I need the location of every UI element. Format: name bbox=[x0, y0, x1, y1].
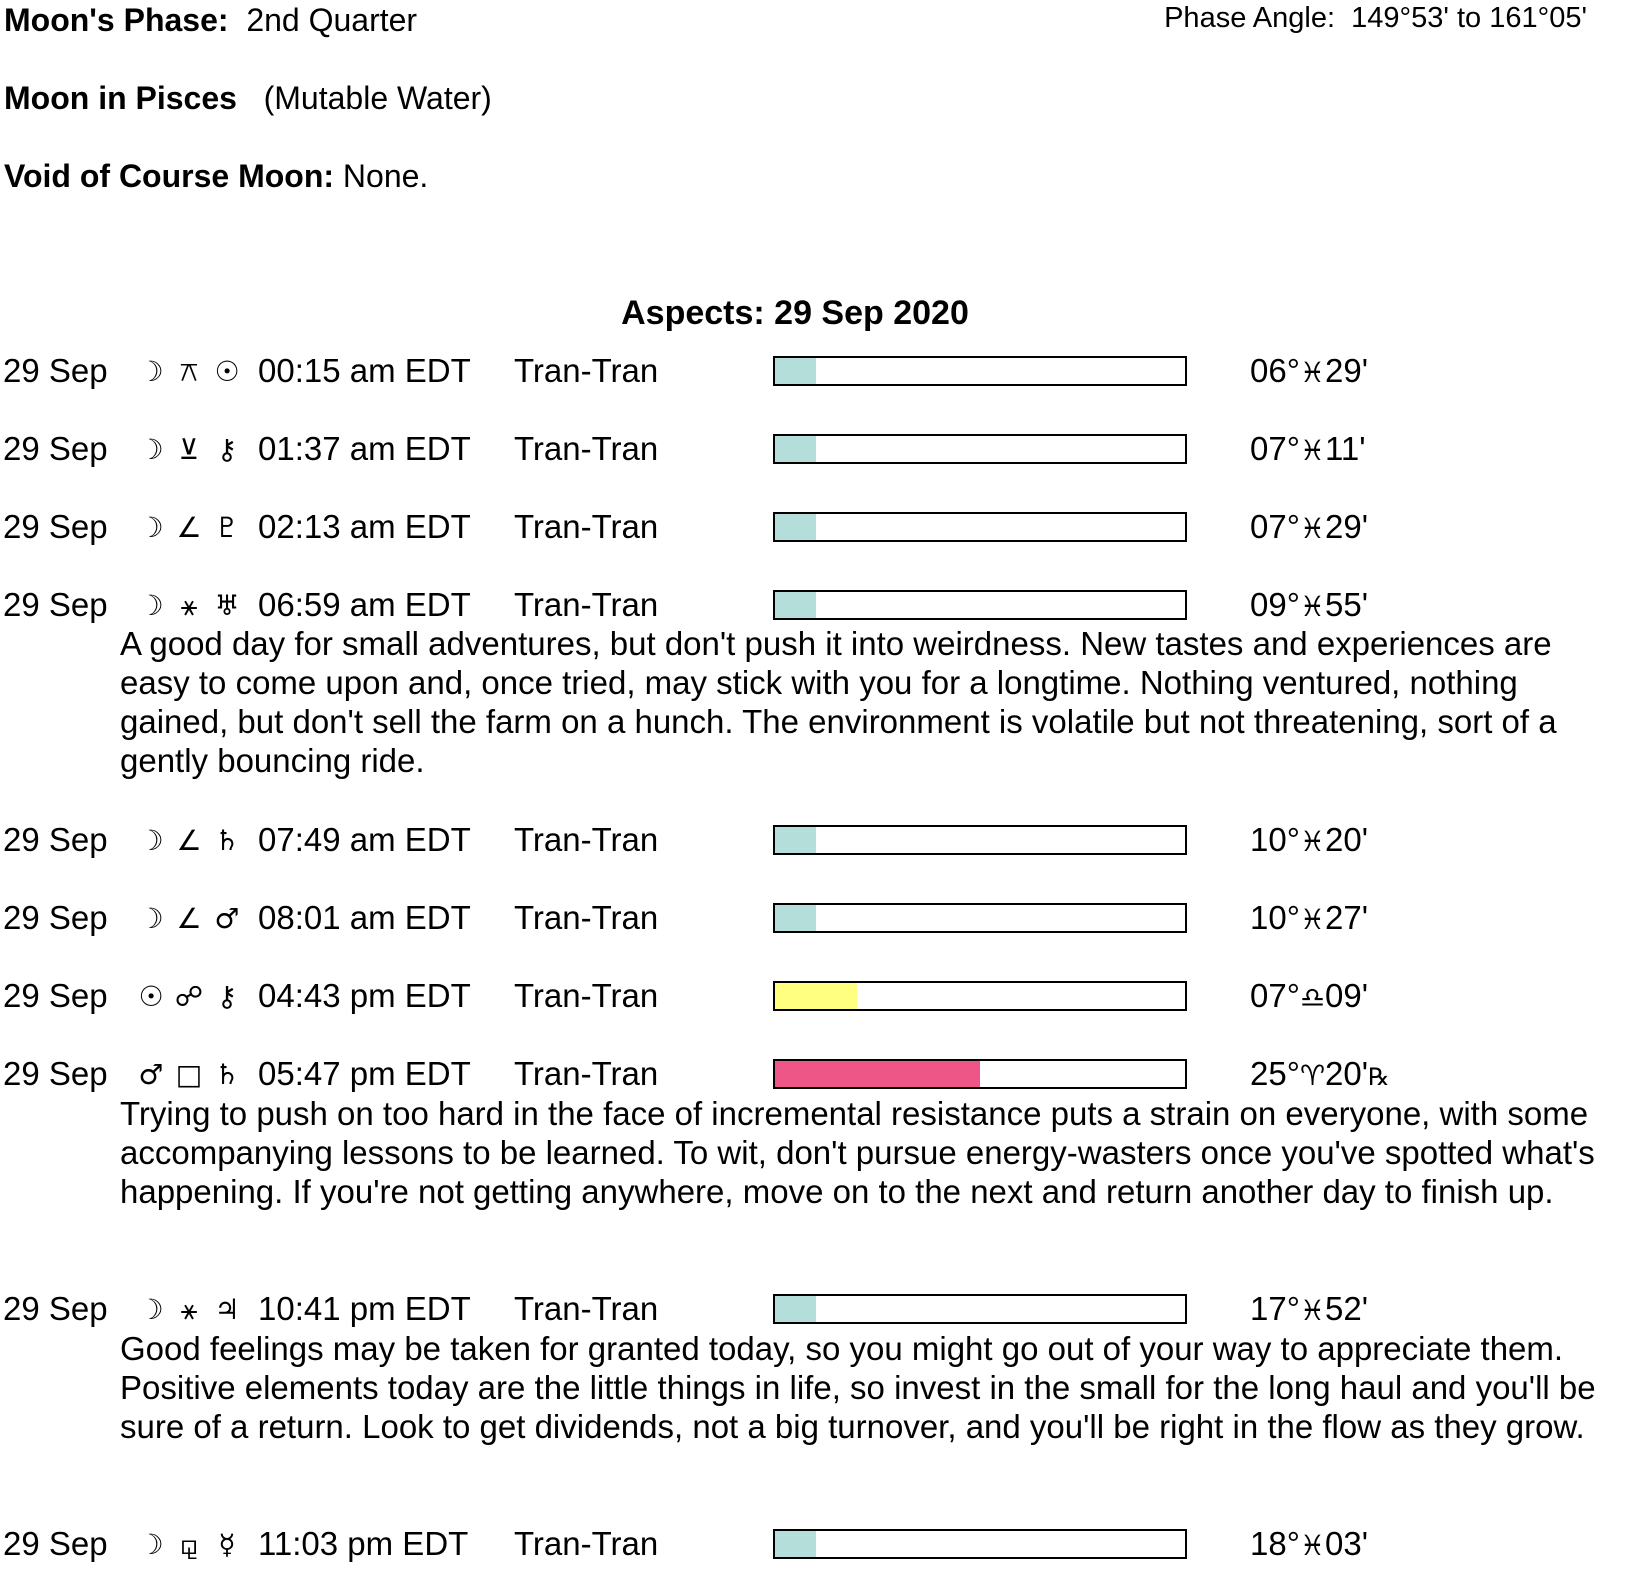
sextile-icon: ⚹ bbox=[180, 1293, 198, 1326]
aspect-glyphs bbox=[132, 352, 246, 392]
position-degrees: 10° bbox=[1250, 821, 1300, 858]
saturn-icon: ♄ bbox=[214, 1058, 240, 1091]
zodiac-sign-icon: ♓ bbox=[1299, 1529, 1326, 1562]
zodiac-sign-icon: ♓ bbox=[1299, 825, 1326, 858]
moon-sign-detail: (Mutable Water) bbox=[263, 80, 492, 116]
mars-icon: ♂ bbox=[214, 902, 240, 935]
position-minutes: 20' bbox=[1325, 1055, 1369, 1092]
aspect-row bbox=[0, 1055, 1633, 1095]
position-minutes: 11' bbox=[1325, 430, 1366, 467]
position-degrees: 17° bbox=[1250, 1290, 1300, 1327]
position-degrees: 10° bbox=[1250, 899, 1300, 936]
position-minutes: 09' bbox=[1325, 977, 1369, 1014]
aspect-type: Tran-Tran bbox=[514, 821, 659, 858]
quincunx-icon: ⚻ bbox=[179, 355, 199, 388]
moon-icon: ☽ bbox=[138, 1528, 164, 1561]
zodiac-sign-icon: ♈ bbox=[1299, 1059, 1326, 1092]
aspect-position bbox=[1250, 508, 1368, 546]
semisextile-icon: ⊻ bbox=[178, 433, 200, 466]
position-minutes: 29' bbox=[1325, 352, 1369, 389]
aspect-time: 11:03 pm EDT bbox=[258, 1525, 469, 1562]
aspect-type: Tran-Tran bbox=[514, 1525, 659, 1562]
chiron-icon: ⚷ bbox=[216, 433, 238, 466]
aspect-type: Tran-Tran bbox=[514, 1055, 659, 1092]
aspect-strength-bar bbox=[773, 512, 1187, 542]
aspect-time: 07:49 am EDT bbox=[258, 821, 471, 858]
aspect-date: 29 Sep bbox=[3, 586, 108, 623]
aspect-time: 00:15 am EDT bbox=[258, 352, 471, 389]
aspect-strength-fill bbox=[775, 1531, 816, 1557]
aspects-title: Aspects: 29 Sep 2020 bbox=[621, 294, 969, 332]
zodiac-sign-icon: ♓ bbox=[1299, 903, 1326, 936]
zodiac-sign-icon: ♓ bbox=[1299, 434, 1326, 467]
aspect-row bbox=[0, 352, 1633, 392]
aspect-glyphs bbox=[132, 899, 246, 939]
moon-icon: ☽ bbox=[138, 824, 164, 857]
position-degrees: 18° bbox=[1250, 1525, 1300, 1562]
aspect-strength-fill bbox=[775, 436, 816, 462]
aspect-time: 06:59 am EDT bbox=[258, 586, 471, 623]
aspect-glyphs bbox=[132, 1055, 246, 1095]
retrograde-icon: ℞ bbox=[1368, 1063, 1390, 1091]
phase-angle bbox=[1164, 2, 1587, 35]
aspect-position bbox=[1250, 899, 1368, 937]
aspect-time: 02:13 am EDT bbox=[258, 508, 471, 545]
zodiac-sign-icon: ♎ bbox=[1299, 981, 1326, 1014]
aspect-strength-fill bbox=[775, 1061, 980, 1087]
aspect-position bbox=[1250, 586, 1368, 624]
aspect-strength-bar bbox=[773, 1294, 1187, 1324]
aspect-position bbox=[1250, 821, 1368, 859]
sun-icon: ☉ bbox=[138, 980, 164, 1013]
uranus-icon: ♅ bbox=[214, 589, 240, 622]
aspect-strength-bar bbox=[773, 1529, 1187, 1559]
void-value: None. bbox=[342, 158, 429, 194]
moon-icon: ☽ bbox=[138, 902, 164, 935]
semisquare-icon: ∠ bbox=[176, 902, 202, 935]
aspect-time: 08:01 am EDT bbox=[258, 899, 471, 936]
aspect-date: 29 Sep bbox=[3, 508, 108, 545]
position-minutes: 29' bbox=[1325, 508, 1369, 545]
aspect-row bbox=[0, 586, 1633, 626]
position-degrees: 07° bbox=[1250, 430, 1300, 467]
mars-icon: ♂ bbox=[138, 1058, 164, 1091]
aspect-type: Tran-Tran bbox=[514, 899, 659, 936]
moon-phase-label: Moon's Phase: bbox=[4, 2, 229, 38]
aspect-time: 10:41 pm EDT bbox=[258, 1290, 471, 1327]
aspect-type: Tran-Tran bbox=[514, 430, 659, 467]
mercury-icon: ☿ bbox=[218, 1528, 236, 1561]
aspect-strength-fill bbox=[775, 592, 816, 618]
pluto-icon: ♇ bbox=[214, 511, 240, 544]
aspect-strength-bar bbox=[773, 1059, 1187, 1089]
aspect-type: Tran-Tran bbox=[514, 508, 659, 545]
aspect-date: 29 Sep bbox=[3, 430, 108, 467]
position-minutes: 55' bbox=[1325, 586, 1369, 623]
aspect-time: 01:37 am EDT bbox=[258, 430, 471, 467]
aspect-date: 29 Sep bbox=[3, 977, 108, 1014]
aspect-strength-bar bbox=[773, 356, 1187, 386]
moon-icon: ☽ bbox=[138, 511, 164, 544]
aspect-strength-bar bbox=[773, 825, 1187, 855]
aspect-row bbox=[0, 1525, 1633, 1565]
aspect-glyphs bbox=[132, 1290, 246, 1330]
opposition-icon: ☍ bbox=[174, 980, 204, 1013]
aspect-strength-bar bbox=[773, 434, 1187, 464]
aspect-row bbox=[0, 821, 1633, 861]
aspect-date: 29 Sep bbox=[3, 352, 108, 389]
position-minutes: 52' bbox=[1325, 1290, 1369, 1327]
aspect-date: 29 Sep bbox=[3, 821, 108, 858]
position-degrees: 07° bbox=[1250, 508, 1300, 545]
aspect-strength-fill bbox=[775, 905, 816, 931]
aspect-strength-fill bbox=[775, 514, 816, 540]
aspect-description: Trying to push on too hard in the face of incremental resistance puts a strain on everyone, with some accompanying lessons to be learned. To wit, don't pursue energy-wasters once you've spotted what's happening. If you're not getting anywhere, move on to the next and return another day to finish up. bbox=[120, 1095, 1595, 1210]
chiron-icon: ⚷ bbox=[216, 980, 238, 1013]
aspect-glyphs bbox=[132, 821, 246, 861]
position-degrees: 06° bbox=[1250, 352, 1300, 389]
moon-icon: ☽ bbox=[138, 1293, 164, 1326]
aspect-strength-bar bbox=[773, 903, 1187, 933]
position-degrees: 25° bbox=[1250, 1055, 1300, 1092]
aspect-row bbox=[0, 1290, 1633, 1330]
sextile-icon: ⚹ bbox=[180, 589, 198, 622]
aspect-strength-fill bbox=[775, 827, 816, 853]
aspect-glyphs bbox=[132, 1525, 246, 1565]
moon-icon: ☽ bbox=[138, 433, 164, 466]
aspect-time: 04:43 pm EDT bbox=[258, 977, 471, 1014]
semisquare-icon: ∠ bbox=[176, 511, 202, 544]
aspect-row bbox=[0, 977, 1633, 1017]
position-degrees: 09° bbox=[1250, 586, 1300, 623]
moon-icon: ☽ bbox=[138, 355, 164, 388]
aspect-type: Tran-Tran bbox=[514, 977, 659, 1014]
aspect-glyphs bbox=[132, 586, 246, 626]
aspect-strength-bar bbox=[773, 981, 1187, 1011]
zodiac-sign-icon: ♓ bbox=[1299, 590, 1326, 623]
moon-phase-value: 2nd Quarter bbox=[246, 2, 418, 38]
aspect-description: A good day for small adventures, but don't push it into weirdness. New tastes and experiences are easy to come upon and, once tried, may stick with you for a longtime. Nothing ventured, nothing gained, but don't sell the farm on a hunch. The environment is volatile but not threatening, sort of a gently bouncing ride. bbox=[120, 625, 1557, 779]
aspect-glyphs bbox=[132, 977, 246, 1017]
aspect-date: 29 Sep bbox=[3, 899, 108, 936]
void-of-course bbox=[4, 158, 428, 195]
saturn-icon: ♄ bbox=[214, 824, 240, 857]
aspect-description: Good feelings may be taken for granted today, so you might go out of your way to appreciate them. Positive elements today are the little things in life, so invest in the small for the long haul and you'll be sure of a return. Look to get dividends, not a big turnover, and you'll be right in the flow as they grow. bbox=[120, 1330, 1596, 1445]
aspect-glyphs bbox=[132, 508, 246, 548]
zodiac-sign-icon: ♓ bbox=[1299, 1294, 1326, 1327]
moon-sign-label: Moon in Pisces bbox=[4, 80, 237, 116]
phase-angle-label: Phase Angle: bbox=[1164, 2, 1336, 34]
aspect-position bbox=[1250, 1055, 1390, 1093]
aspect-position bbox=[1250, 352, 1368, 390]
moon-sign bbox=[4, 80, 492, 117]
moon-phase bbox=[4, 2, 417, 39]
void-label: Void of Course Moon: bbox=[4, 158, 335, 194]
zodiac-sign-icon: ♓ bbox=[1299, 512, 1326, 545]
aspect-position bbox=[1250, 1290, 1368, 1328]
phase-angle-value: 149°53' to 161°05' bbox=[1351, 2, 1587, 34]
position-minutes: 27' bbox=[1325, 899, 1369, 936]
moon-icon: ☽ bbox=[138, 589, 164, 622]
aspect-row bbox=[0, 430, 1633, 470]
square-icon: □ bbox=[175, 1058, 203, 1091]
position-minutes: 20' bbox=[1325, 821, 1369, 858]
jupiter-icon: ♃ bbox=[214, 1293, 240, 1326]
aspect-type: Tran-Tran bbox=[514, 1290, 659, 1327]
zodiac-sign-icon: ♓ bbox=[1299, 356, 1326, 389]
aspect-date: 29 Sep bbox=[3, 1055, 108, 1092]
aspect-row bbox=[0, 899, 1633, 939]
aspect-type: Tran-Tran bbox=[514, 352, 659, 389]
aspect-strength-bar bbox=[773, 590, 1187, 620]
aspect-position bbox=[1250, 1525, 1368, 1563]
aspect-date: 29 Sep bbox=[3, 1525, 108, 1562]
aspect-date: 29 Sep bbox=[3, 1290, 108, 1327]
aspect-type: Tran-Tran bbox=[514, 586, 659, 623]
aspect-time: 05:47 pm EDT bbox=[258, 1055, 471, 1092]
position-minutes: 03' bbox=[1325, 1525, 1369, 1562]
aspect-strength-fill bbox=[775, 1296, 816, 1322]
sesquiquadrate-icon: ⚼ bbox=[179, 1528, 199, 1561]
aspect-position bbox=[1250, 977, 1368, 1015]
aspect-position bbox=[1250, 430, 1366, 468]
position-degrees: 07° bbox=[1250, 977, 1300, 1014]
aspect-strength-fill bbox=[775, 358, 816, 384]
semisquare-icon: ∠ bbox=[176, 824, 202, 857]
sun-icon: ☉ bbox=[214, 355, 240, 388]
aspect-glyphs bbox=[132, 430, 246, 470]
aspect-row bbox=[0, 508, 1633, 548]
aspect-strength-fill bbox=[775, 983, 857, 1009]
